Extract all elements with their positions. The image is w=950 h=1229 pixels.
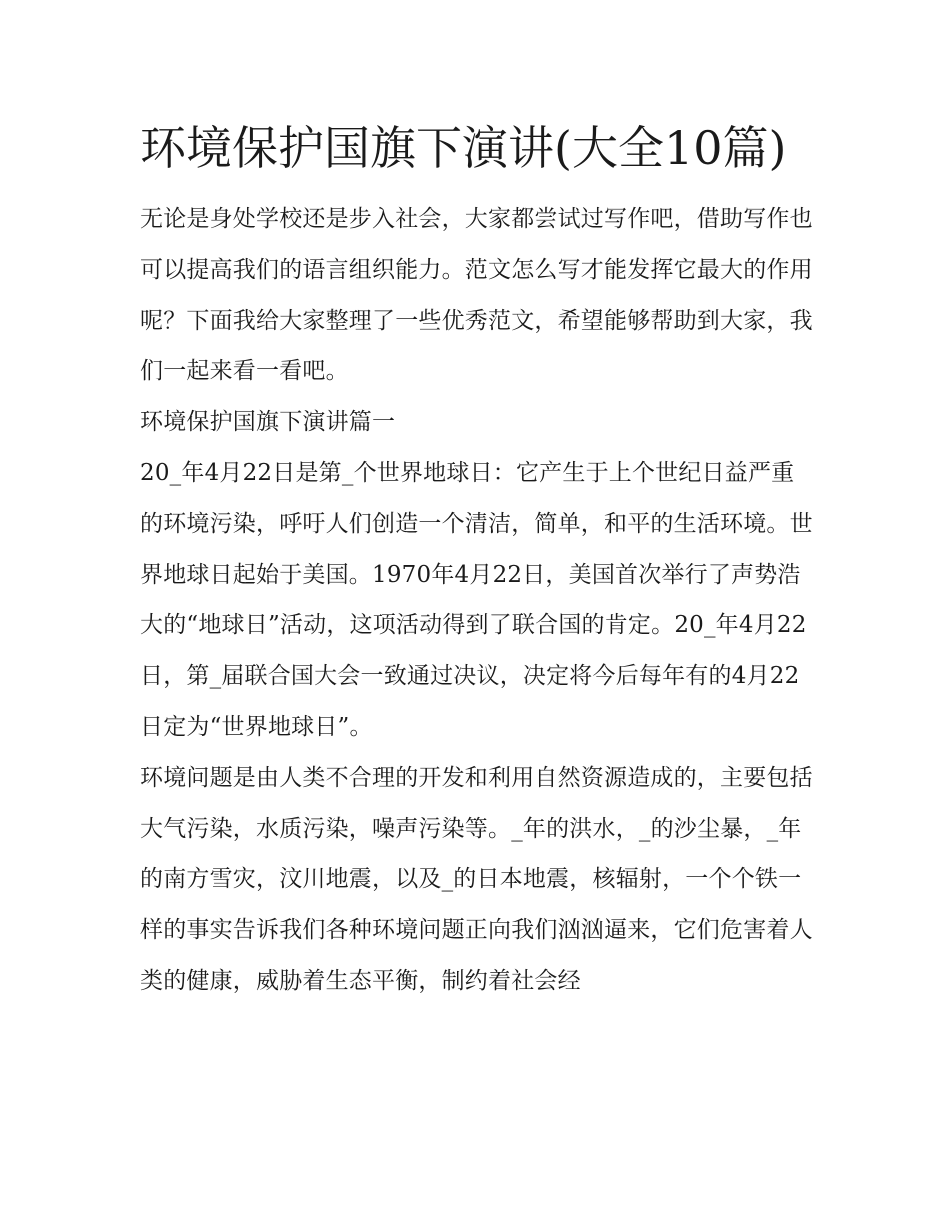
body-paragraph: 环境问题是由人类不合理的开发和利用自然资源造成的，主要包括大气污染，水质污染，噪声污染等。_年的洪水，_的沙尘暴，_年的南方雪灾，汶川地震，以及_的日本地震，核辐射，一个个铁一样的事实告诉我们各种环境问题正向我们汹汹逼来，它们危害着人类的健康，威胁着生态平衡，制约着社会经: [140, 764, 813, 994]
document-title: 环境保护国旗下演讲(大全10篇): [140, 121, 787, 175]
intro-paragraph: 无论是身处学校还是步入社会，大家都尝试过写作吧，借助写作也可以提高我们的语言组织能力。范文怎么写才能发挥它最大的作用呢？下面我给大家整理了一些优秀范文，希望能够帮助到大家，我们一起来看一看吧。: [140, 206, 813, 385]
body-paragraph: 20_年4月22日是第_个世界地球日：它产生于上个世纪日益严重的环境污染，呼吁人们创造一个清洁，简单，和平的生活环境。世界地球日起始于美国。1970年4月22日，美国首次举行了声势浩大的“地球日”活动，这项活动得到了联合国的肯定。20_年4月22日，第_届联合国大会一致通过决议，决定将今后每年有的4月22日定为“世界地球日”。: [140, 459, 813, 740]
section-heading: 环境保护国旗下演讲篇一: [140, 409, 396, 436]
document-body: [140, 112, 816, 1007]
